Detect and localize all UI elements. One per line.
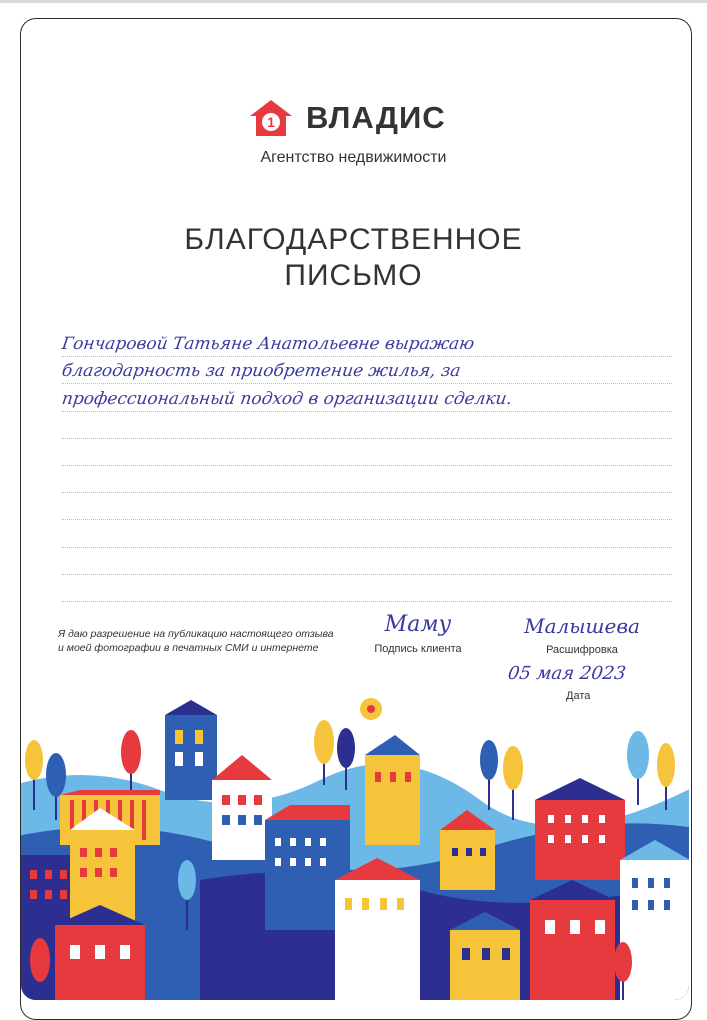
tree-icon — [480, 740, 498, 810]
tree-icon — [627, 731, 649, 805]
decryption-handwritten: Малышева — [524, 614, 640, 638]
title-line-2: ПИСЬМО — [284, 259, 423, 292]
building — [212, 755, 272, 860]
building — [365, 735, 420, 845]
house-logo-digit: 1 — [267, 114, 275, 130]
title-line-1: БЛАГОДАРСТВЕННОЕ — [184, 223, 523, 256]
building — [535, 778, 625, 880]
building — [450, 912, 520, 1000]
client-signature: Маму — [384, 612, 452, 637]
consent-line-2: и моей фотографии в печатных СМИ и интернете — [58, 642, 319, 654]
handwritten-text-line-2: благодарность за приобретение жилья, за — [60, 361, 462, 382]
decryption-label: Расшифровка — [546, 644, 618, 656]
handwritten-text-line-1: Гончаровой Татьяне Анатольевне выражаю — [60, 334, 476, 355]
brand-name: ВЛАДИС — [306, 100, 446, 135]
building — [55, 905, 145, 1000]
handwritten-text-line-3: профессиональный подход в организации сделки. — [60, 388, 514, 409]
building — [530, 880, 615, 1000]
client-signature-label: Подпись клиента — [374, 643, 462, 655]
date-handwritten: 05 мая 2023 — [506, 663, 628, 684]
consent-line-1: Я даю разрешение на публикацию настоящего отзыва — [58, 628, 334, 640]
brand-tagline: Агентство недвижимости — [260, 149, 447, 166]
date-label: Дата — [566, 690, 591, 702]
building — [165, 700, 217, 800]
tree-icon — [503, 746, 523, 820]
building — [620, 840, 690, 1000]
building — [335, 858, 420, 1000]
